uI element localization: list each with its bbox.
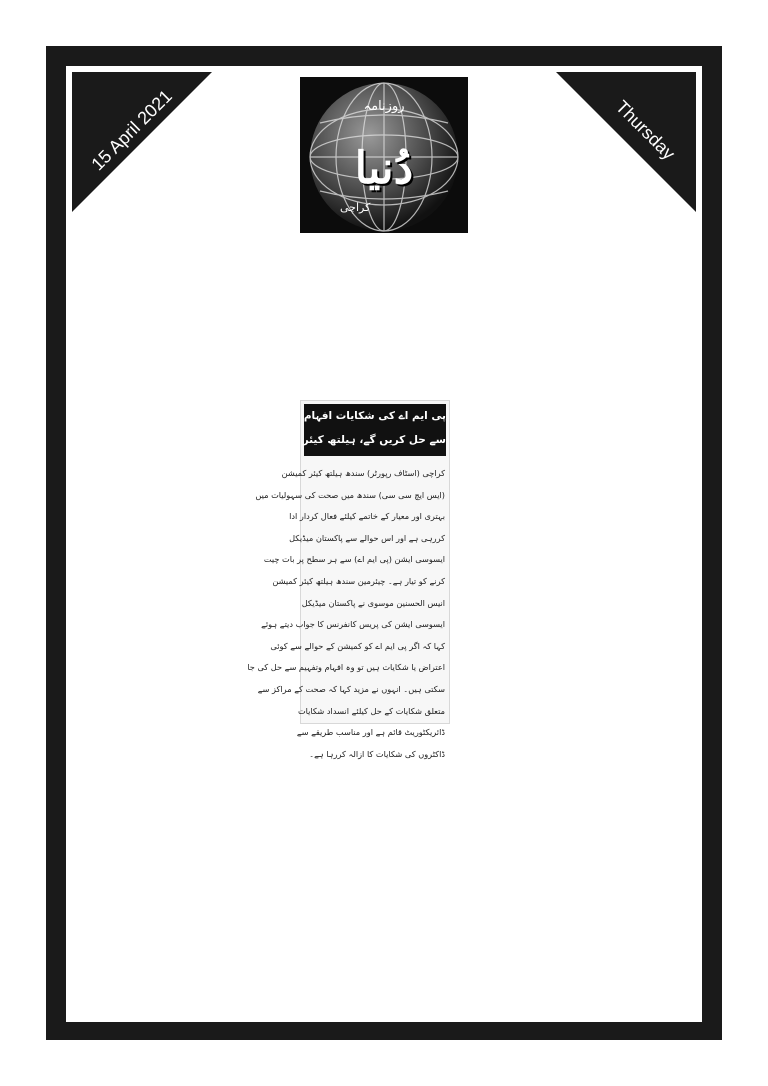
body-line: بہتری اور معیار کے خاتمے کیلئے فعال کردار ادا xyxy=(289,511,445,522)
body-line: انیس الحسنین موسوی نے پاکستان میڈیکل xyxy=(301,597,445,608)
article-headline xyxy=(261,404,446,456)
day-label: Thursday xyxy=(611,96,679,164)
body-line: کہا کہ اگر پی ایم اے کو کمیشن کے حوالے سے کوئی xyxy=(270,640,445,651)
body-line: کررہی ہے اور اس حوالے سے پاکستان میڈیکل xyxy=(289,532,445,543)
headline-line: سے حل کریں گے، ہیلتھ کیئر کمیشن xyxy=(261,434,446,446)
body-line: ڈاکٹروں کی شکایات کا ازالہ کررہا ہے۔ xyxy=(309,748,445,759)
headline-line: پی ایم اے کی شکایات افہام وتفہیم xyxy=(263,410,446,422)
body-line: ایسوسی ایشن (پی ایم اے) سے ہر سطح پر بات چیت xyxy=(263,554,445,565)
masthead-city: کراچی xyxy=(340,201,371,214)
masthead-subtitle: روزنامہ xyxy=(363,99,405,114)
body-line: (ایس ایچ سی سی) سندھ میں صحت کی سہولیات میں xyxy=(255,489,445,500)
article-body xyxy=(247,463,445,765)
body-line: اعتراض یا شکایات ہیں تو وہ افہام وتفہیم سے حل کی جا xyxy=(247,662,445,673)
newspaper-logo xyxy=(300,77,468,233)
body-line: ایسوسی ایشن کی پریس کانفرنس کا جواب دیتے ہوئے xyxy=(261,619,445,630)
body-line: ڈائریکٹوریٹ قائم ہے اور مناسب طریقے سے xyxy=(296,727,445,738)
body-line: کراچی (اسٹاف رپورٹر) سندھ ہیلتھ کیئر کمیشن xyxy=(281,468,445,478)
date-label: 15 April 2021 xyxy=(87,85,176,175)
news-clipping xyxy=(247,400,450,759)
masthead-title: دُنیا xyxy=(354,143,414,194)
body-line: سکتی ہیں۔ انہوں نے مزید کہا کہ صحت کے مراکز سے xyxy=(257,683,445,694)
body-line: متعلق شکایات کے حل کیلئے انسداد شکایات xyxy=(297,705,445,716)
body-line: کرنے کو تیار ہے۔ چیئرمین سندھ ہیلتھ کیئر کمیشن xyxy=(272,575,445,586)
